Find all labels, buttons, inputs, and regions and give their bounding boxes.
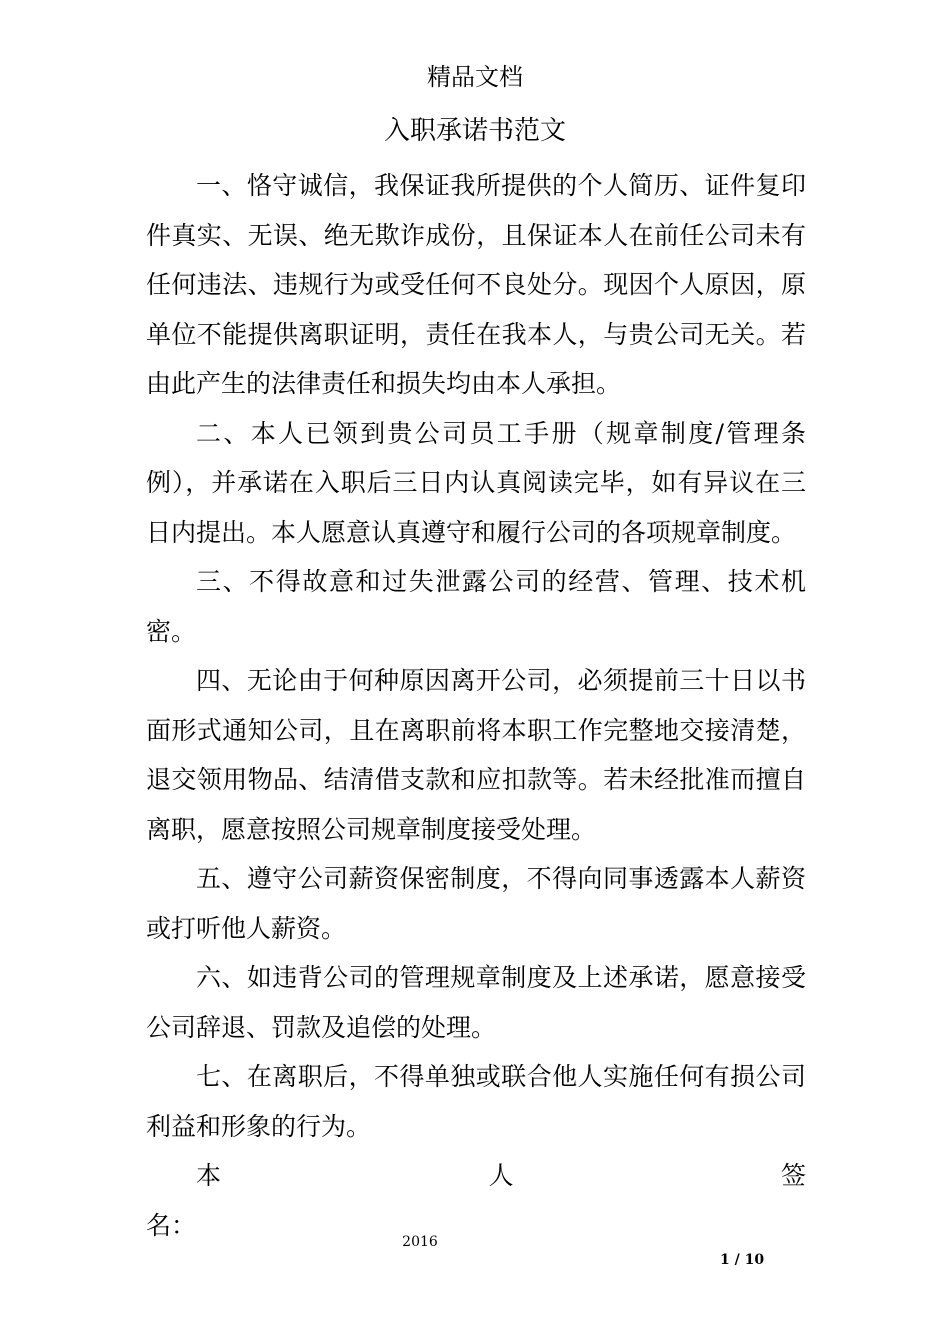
page-number: 1 / 10 (720, 1252, 765, 1268)
paragraph-1: 一、恪守诚信，我保证我所提供的个人简历、证件复印件真实、无误、绝无欺诈成份，且保证本人在前任公司未有任何违法、违规行为或受任何不良处分。现因个人原因，原单位不能提供离职证明，责任在我本人，与贵公司无关。若由此产生的法律责任和损失均由本人承担。 (146, 171, 806, 398)
signature-char-3: 签 (780, 1161, 806, 1190)
paragraph-4: 四、无论由于何种原因离开公司，必须提前三十日以书面形式通知公司，且在离职前将本职工作完整地交接清楚，退交领用物品、结清借支款和应扣款等。若未经批准而擅自离职，愿意按照公司规章制度接受处理。 (146, 666, 806, 844)
paragraph-7: 七、在离职后，不得单独或联合他人实施任何有损公司利益和形象的行为。 (146, 1062, 806, 1141)
paragraph-3: 三、不得故意和过失泄露公司的经营、管理、技术机密。 (146, 567, 806, 646)
document-title: 入职承诺书范文 (383, 116, 566, 146)
header-label: 精品文档 (427, 63, 523, 91)
signature-char-2: 人 (488, 1161, 514, 1190)
signature-char-1: 本 (196, 1161, 222, 1190)
paragraph-2: 二、本人已领到贵公司员工手册（规章制度/管理条例），并承诺在入职后三日内认真阅读完毕，如有异议在三日内提出。本人愿意认真遵守和履行公司的各项规章制度。 (146, 418, 806, 547)
document-body (146, 161, 806, 1250)
paragraph-6: 六、如违背公司的管理规章制度及上述承诺，愿意接受公司辞退、罚款及追偿的处理。 (146, 963, 806, 1042)
signature-line (146, 1151, 806, 1201)
paragraph-5: 五、遵守公司薪资保密制度，不得向同事透露本人薪资或打听他人薪资。 (146, 864, 806, 943)
footer-year: 2016 (402, 1234, 438, 1250)
signature-tail: 名： (146, 1210, 197, 1240)
